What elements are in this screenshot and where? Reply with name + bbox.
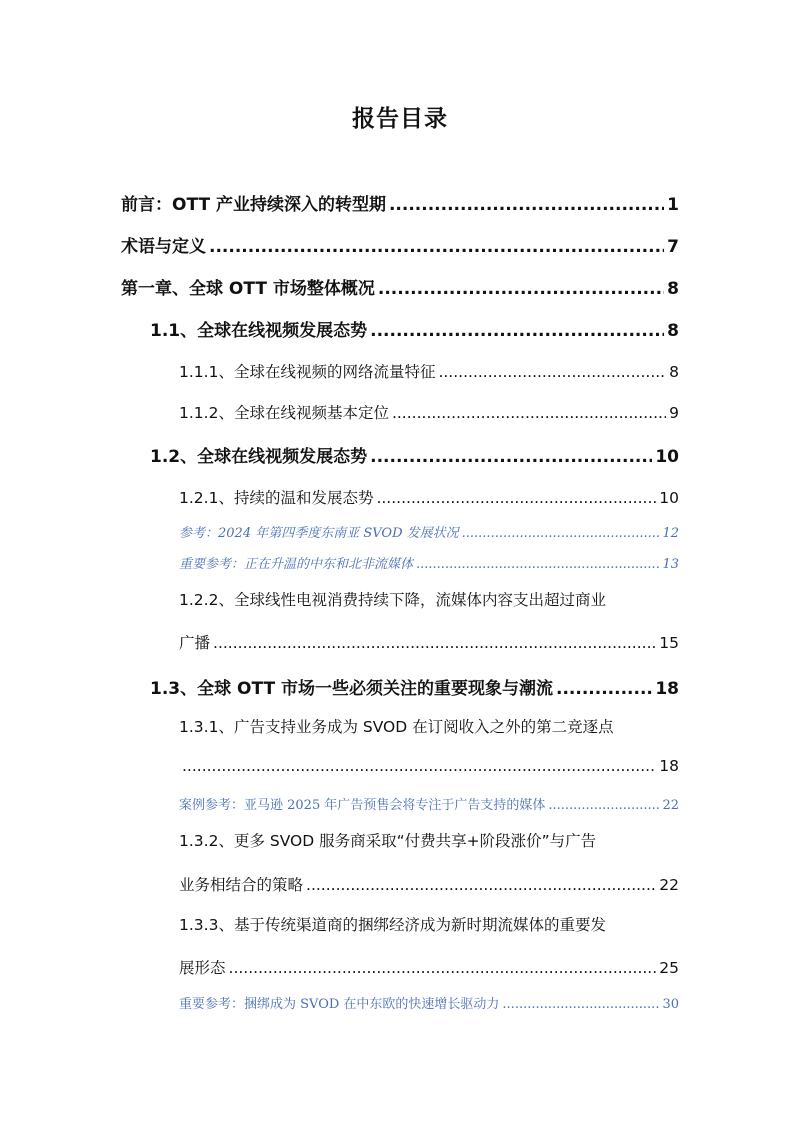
toc-entry-first-line[interactable]: 1.2.2、全球线性电视消费持续下降，流媒体内容支出超过商业: [179, 591, 606, 609]
toc-leader-dots: [182, 757, 656, 775]
toc-entry-label: 1.2.1、持续的温和发展态势: [179, 489, 374, 507]
toc-entry-label: 业务相结合的策略: [179, 876, 304, 894]
toc-page-number: 25: [659, 959, 679, 977]
toc-page-number: 12: [662, 526, 679, 541]
toc-leader-dots: [556, 679, 652, 699]
toc-leader-dots: [376, 489, 656, 507]
toc-entry[interactable]: [150, 674, 679, 699]
toc-page-number: 9: [669, 404, 679, 422]
toc-reference-entry[interactable]: [179, 553, 679, 572]
toc-page-number: 1: [667, 195, 679, 215]
toc-entry-label: 1.1、全球在线视频发展态势: [150, 321, 368, 341]
toc-leader-dots: [370, 447, 652, 467]
toc-entry-first-line[interactable]: 1.3.2、更多 SVOD 服务商采取“付费共享+阶段涨价”与广告: [179, 832, 597, 850]
toc-entry[interactable]: [179, 401, 679, 423]
toc-entry-label: 案例参考：亚马逊 2025 年广告预售会将专注于广告支持的媒体: [179, 798, 546, 813]
toc-entry[interactable]: [150, 316, 679, 341]
toc-entry-label: 参考：2024 年第四季度东南亚 SVOD 发展状况: [179, 526, 459, 541]
toc-leader-dots: [502, 997, 659, 1012]
toc-entry[interactable]: [179, 956, 679, 978]
toc-entry-label: 重要参考：正在升温的中东和北非流媒体: [179, 557, 414, 572]
toc-entry-label: 广播: [179, 634, 211, 652]
toc-entry[interactable]: [121, 190, 679, 215]
toc-page-number: 8: [667, 321, 679, 341]
toc-leader-dots: [370, 321, 664, 341]
toc-entry-label: 第一章、全球 OTT 市场整体概况: [121, 279, 375, 299]
toc-entry[interactable]: [179, 360, 679, 382]
toc-entry-label: 重要参考：捆绑成为 SVOD 在中东欧的快速增长驱动力: [179, 997, 500, 1012]
toc-entry-label: 1.3、全球 OTT 市场一些必须关注的重要现象与潮流: [150, 679, 553, 699]
toc-page-number: 8: [667, 279, 679, 299]
toc-entry-label: 前言：OTT 产业持续深入的转型期: [121, 195, 386, 215]
toc-leader-dots: [209, 237, 664, 257]
toc-page-number: 18: [659, 757, 679, 775]
toc-page-number: 30: [662, 997, 679, 1012]
toc-entry-label: 1.2、全球在线视频发展态势: [150, 447, 368, 467]
toc-entry[interactable]: [150, 442, 679, 467]
toc-leader-dots: [462, 526, 660, 541]
toc-entry-label: 1.1.1、全球在线视频的网络流量特征: [179, 363, 436, 381]
toc-entry[interactable]: [179, 486, 679, 508]
toc-page-number: 13: [662, 557, 679, 572]
toc-leader-dots: [213, 634, 656, 652]
toc-page-number: 15: [659, 634, 679, 652]
toc-leader-dots: [548, 798, 659, 813]
toc-page-number: 10: [655, 447, 679, 467]
toc-leader-dots: [306, 876, 656, 894]
toc-entry[interactable]: [179, 873, 679, 895]
toc-page-number: 22: [659, 876, 679, 894]
toc-reference-entry[interactable]: [179, 522, 679, 541]
toc-leader-dots: [229, 959, 657, 977]
toc-entry[interactable]: [121, 232, 679, 257]
toc-entry[interactable]: [179, 631, 679, 653]
toc-entry-label: 展形态: [179, 959, 226, 977]
toc-entry-label: 术语与定义: [121, 237, 206, 257]
page-title: 报告目录: [352, 106, 448, 132]
toc-entry-first-line[interactable]: 1.3.1、广告支持业务成为 SVOD 在订阅收入之外的第二竞逐点: [179, 718, 614, 736]
toc-leader-dots: [392, 404, 666, 422]
toc-page-number: 18: [655, 679, 679, 699]
toc-leader-dots: [389, 195, 664, 215]
toc-page-number: 8: [669, 363, 679, 381]
toc-entry[interactable]: [179, 757, 679, 775]
toc-page-number: 10: [659, 489, 679, 507]
toc-entry-label: 1.1.2、全球在线视频基本定位: [179, 404, 389, 422]
toc-leader-dots: [416, 557, 659, 572]
toc-reference-entry[interactable]: [179, 993, 679, 1012]
toc-entry-first-line[interactable]: 1.3.3、基于传统渠道商的捆绑经济成为新时期流媒体的重要发: [179, 916, 606, 934]
toc-entry[interactable]: [121, 274, 679, 299]
toc-reference-entry[interactable]: [179, 794, 679, 813]
toc-page-number: 22: [662, 798, 679, 813]
toc-page-number: 7: [667, 237, 679, 257]
toc-leader-dots: [438, 363, 666, 381]
toc-leader-dots: [378, 279, 664, 299]
